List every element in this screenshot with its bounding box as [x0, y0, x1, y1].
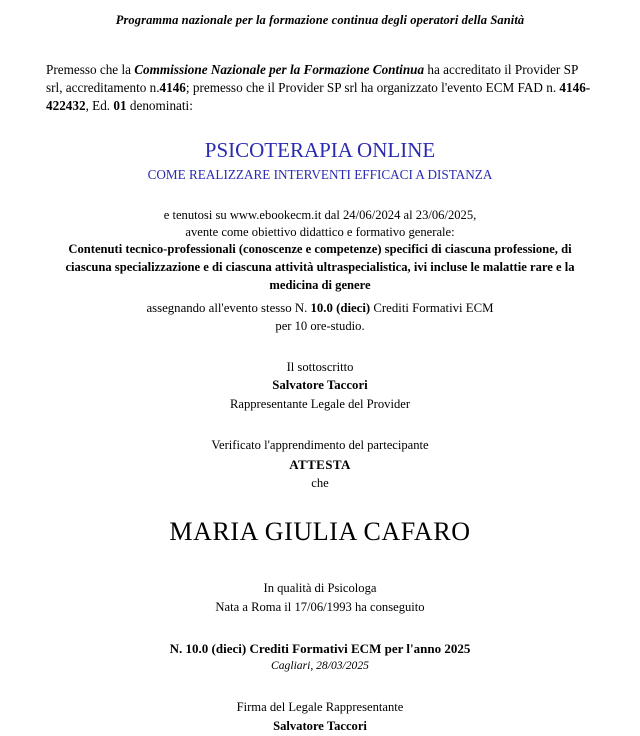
- che-word: che: [311, 476, 329, 491]
- signer-block: [46, 358, 594, 413]
- premise-paragraph: [46, 61, 594, 116]
- attesta-word: ATTESTA: [289, 456, 351, 472]
- signer-role: Rappresentante Legale del Provider: [229, 396, 411, 411]
- premise-part-2: ha accreditato il Provider SP srl, accreditamento n.: [46, 61, 578, 96]
- signer-label: Il sottoscritto: [286, 359, 354, 374]
- provider-accreditation-number: 4146: [159, 80, 186, 96]
- edition-number: 01: [113, 98, 127, 114]
- objective-body: Contenuti tecnico-professionali (conoscenze e competenze) specifici di ciascuna professione, di ciascuna specializzazione e di ciascuna attività ultraspecialistica, ivi incluse le malattie rare e la medicina di genere: [65, 241, 575, 292]
- credits-trail: Crediti Formativi ECM: [370, 301, 494, 316]
- premise-part-5: denominati:: [126, 98, 193, 114]
- course-title: PSICOTERAPIA ONLINE: [204, 137, 436, 162]
- premise-part-4: , Ed.: [85, 98, 114, 114]
- signature-block: [46, 698, 594, 736]
- study-hours-line: per 10 ore-studio.: [275, 319, 365, 334]
- signer-name: Salvatore Taccori: [272, 378, 368, 393]
- signature-label: Firma del Legale Rappresentante: [236, 700, 404, 715]
- credits-lead: assegnando all'evento stesso N.: [146, 301, 311, 316]
- premise-part-1: Premesso che la: [46, 61, 135, 77]
- credits-line: [46, 300, 594, 318]
- place-and-date: Cagliari, 28/03/2025: [271, 659, 369, 673]
- recipient-details: [46, 579, 594, 617]
- verification-line: Verificato l'apprendimento del partecipante: [211, 438, 429, 453]
- credits-value: 10.0 (dieci): [310, 301, 371, 316]
- verification-block: [46, 436, 594, 493]
- signature-name: Salvatore Taccori: [273, 718, 367, 733]
- course-subtitle: COME REALIZZARE INTERVENTI EFFICACI A DISTANZA: [147, 166, 493, 182]
- final-credits-line: N. 10.0 (dieci) Crediti Formativi ECM per l'anno 2025: [169, 641, 471, 657]
- course-held-line: e tenutosi su www.ebookecm.it dal 24/06/2024 al 23/06/2025,: [163, 207, 477, 222]
- commission-name: Commissione Nazionale per la Formazione Continua: [134, 61, 425, 77]
- premise-part-3: ; premesso che il Provider SP srl ha organizzato l'evento ECM FAD n.: [185, 80, 560, 96]
- objective-lead: avente come obiettivo didattico e formativo generale:: [185, 224, 455, 239]
- event-number: 4146-422432: [46, 80, 591, 114]
- recipient-name: MARIA GIULIA CAFARO: [169, 517, 471, 547]
- program-title: Programma nazionale per la formazione continua degli operatori della Sanità: [115, 13, 525, 27]
- recipient-qualification: In qualità di Psicologa: [263, 581, 377, 596]
- recipient-birth-info: Nata a Roma il 17/06/1993 ha conseguito: [215, 600, 425, 615]
